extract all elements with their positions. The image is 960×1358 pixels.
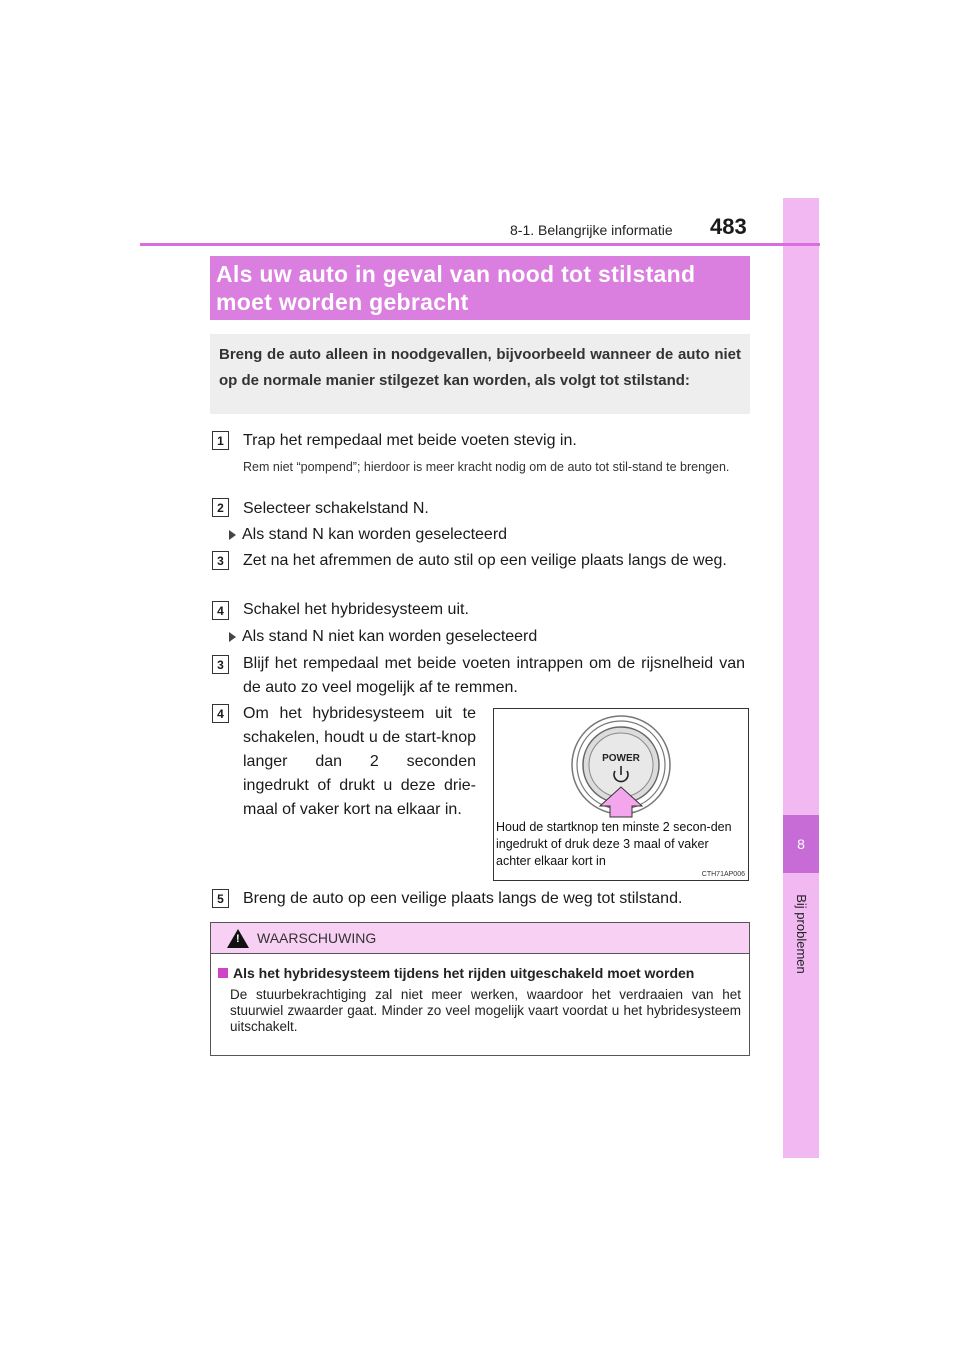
- triangle-bullet-icon: [229, 632, 236, 642]
- power-button-label: POWER: [602, 753, 640, 764]
- step-1-text: Trap het rempedaal met beide voeten stevig in.: [243, 432, 577, 449]
- step-number-4b: 4: [212, 704, 229, 723]
- chapter-side-tab: [783, 198, 819, 1158]
- step-number-5: 5: [212, 889, 229, 908]
- warning-box: [210, 922, 750, 1056]
- step-number-3b: 3: [212, 655, 229, 674]
- warning-subtitle-text: Als het hybridesysteem tijdens het rijden uitgeschakeld moet worden: [233, 965, 695, 981]
- step-3b-text: Blijf het rempedaal met beide voeten intrappen om de rijsnelheid van de auto zo veel mogelijk af te remmen.: [243, 655, 745, 696]
- power-button-illustration: [494, 709, 748, 819]
- figure-caption: Houd de startknop ten minste 2 secon-den ingedrukt of druk deze 3 maal of vaker achter elkaar kort in: [496, 820, 732, 868]
- step-1-note: Rem niet “pompend”; hierdoor is meer kracht nodig om de auto tot stil-stand te brengen.: [243, 460, 730, 474]
- warning-header: [211, 923, 749, 954]
- condition-2-text: Als stand N niet kan worden geselecteerd: [242, 628, 538, 645]
- step-4a-text: Schakel het hybridesysteem uit.: [243, 601, 469, 618]
- page-number: 483: [710, 214, 747, 239]
- step-number-1: 1: [212, 431, 229, 450]
- warning-subtitle: [218, 965, 694, 981]
- step-3a-text: Zet na het afremmen de auto stil op een veilige plaats langs de weg.: [243, 552, 727, 569]
- section-title: Als uw auto in geval van nood tot stilstand moet worden gebracht: [216, 261, 696, 315]
- step-5-text: Breng de auto op een veilige plaats langs de weg tot stilstand.: [243, 890, 683, 907]
- intro-box: Breng de auto alleen in noodgevallen, bijvoorbeeld wanneer de auto niet op de normale manier stilgezet kan worden, als volgt tot stilstand:: [210, 334, 750, 414]
- step-2-text: Selecteer schakelstand N.: [243, 500, 429, 517]
- step-4b-text: Om het hybridesysteem uit te schakelen, houdt u de start-knop langer dan 2 seconden ingedrukt of drukt u deze drie-maal of vaker kort na elkaar in.: [243, 705, 476, 818]
- figure-code: CTH71AP006: [701, 871, 745, 878]
- condition-bullet-1: [229, 523, 507, 547]
- triangle-bullet-icon: [229, 530, 236, 540]
- step-number-4a: 4: [212, 601, 229, 620]
- condition-bullet-2: [229, 625, 537, 649]
- condition-1-text: Als stand N kan worden geselecteerd: [242, 526, 508, 543]
- chapter-label: Bij problemen: [794, 894, 809, 974]
- step-number-3a: 3: [212, 551, 229, 570]
- section-header: 8-1. Belangrijke informatie: [510, 222, 673, 238]
- header-divider: [140, 243, 820, 246]
- power-button-figure: [493, 708, 749, 881]
- warning-body: De stuurbekrachtiging zal niet meer werken, waardoor het verdraaien van het stuurwiel zwaarder gaat. Minder zo veel mogelijk vaart voordat u het hybridesysteem uitschakelt.: [230, 987, 741, 1034]
- section-title-box: [210, 256, 750, 320]
- chapter-number-tab: 8: [783, 815, 819, 873]
- warning-heading: WAARSCHUWING: [257, 930, 377, 946]
- step-number-2: 2: [212, 498, 229, 517]
- square-bullet-icon: [218, 968, 228, 978]
- warning-triangle-icon: !: [227, 929, 249, 948]
